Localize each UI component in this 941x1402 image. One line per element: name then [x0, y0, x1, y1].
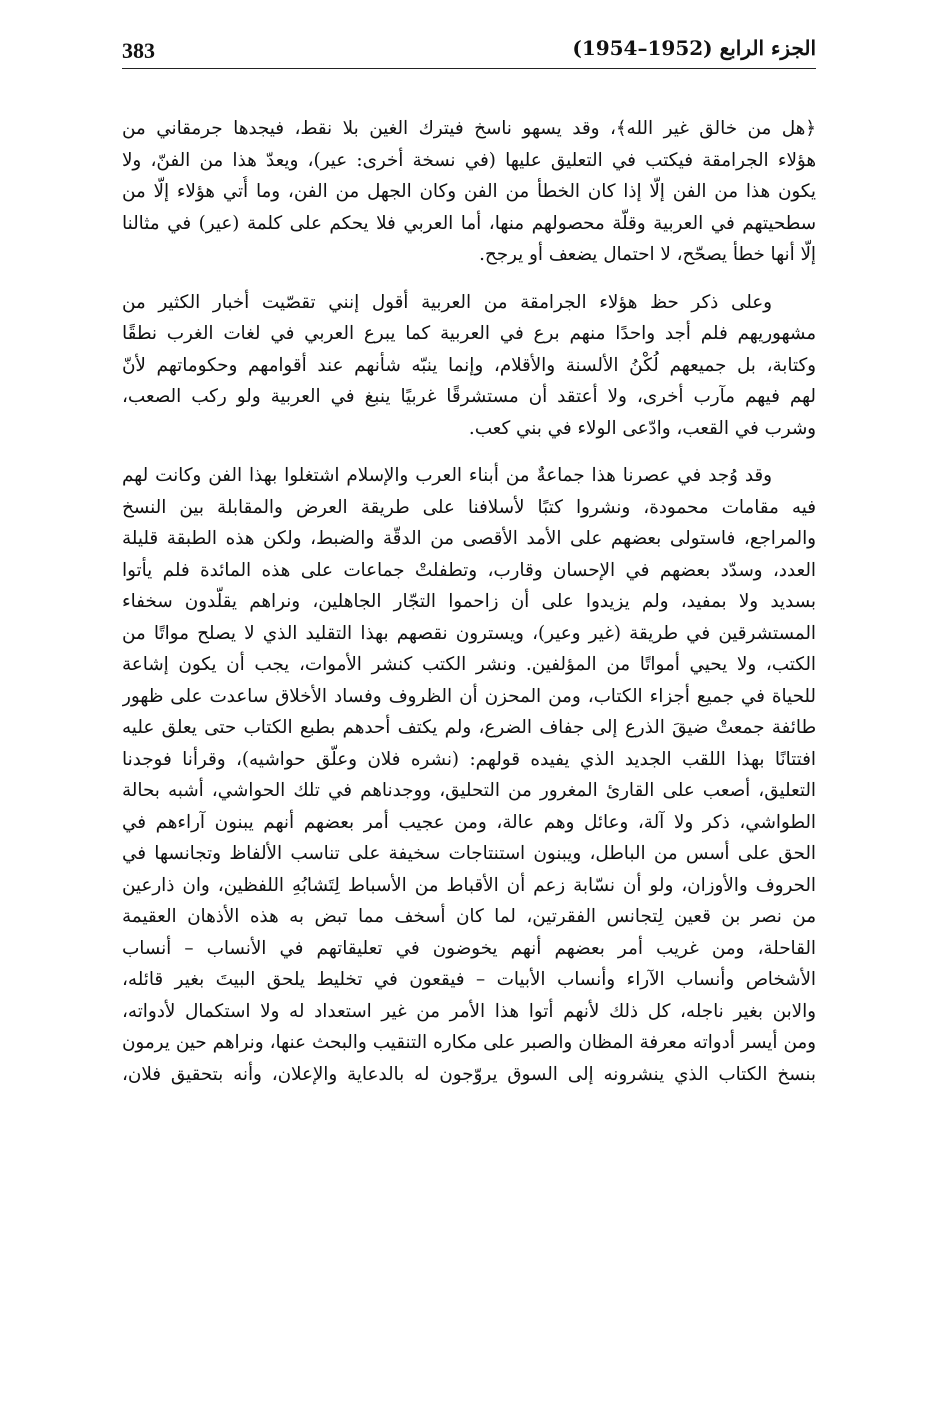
text-line: مشهوريهم فلم أجد واحدًا منهم برع في العربية كما يبرع العربي في لغات الغرب نطقًا: [122, 323, 816, 344]
text-line: الطواشي، ذكر ولا آلة، وعائل وهم عالة، ومن عجيب أمر بعضهم أنهم يبنون آراءهم في: [122, 811, 816, 833]
text-line: ﴿هل من خالق غير الله﴾، وقد يسهو ناسخ فيترك الغين بلا نقط، فيجدها جرمقاني من: [122, 118, 816, 139]
paragraph-3: [122, 460, 816, 1090]
text-line: من نصر بن قعين لِتجانس الفقرتين، لما كان أسخف مما تبض به هذه الأذهان العقيمة: [122, 906, 816, 927]
text-line: بسديد ولا بمفيد، ولم يزيدوا على أن زاحموا التجّار الجاهلين، ونراهم يقلّدون سخفاء: [122, 591, 816, 612]
text-line: القاحلة، ومن غريب أمر بعضهم أنهم يخوضون في تعليقاتهم في الأنساب – أنساب: [122, 937, 816, 959]
paragraph-1: [122, 113, 816, 271]
text-line: إلّا أنها خطأ يصحّح، لا احتمال يضعف أو يرجح.: [479, 244, 816, 265]
text-line: يكون هذا من الفن إلّا إذا كان الخطأ من الفن وكان الجهل من الفن، وما أُتي هؤلاء إلّا من: [122, 181, 816, 202]
text-line: وكتابة، بل جميعهم لُكْنُ الألسنة والأقلام، وإنما ينبّه شأنهم عند أقوامهم وحكوماتهم لأنّ: [122, 354, 816, 376]
body-text: [122, 113, 816, 1090]
text-line: بنسخ الكتاب الذي ينشرونه إلى السوق يروّجون له بالدعاية والإعلان، وأنه بتحقيق فلان،: [122, 1063, 816, 1085]
text-line: للحياة في جميع أجزاء الكتاب، ومن المحزن أن الظروف وفساد الأخلاق ساعدت على ظهور: [122, 685, 816, 707]
text-line: الكتب، ولا يحيي أمواتًا من المؤلفين. ونشر الكتب كنشر الأموات، يجب أن يكون إشاعة: [122, 654, 816, 675]
text-line: التعليق، أصعب على القارئ المغرور من التحليق، ووجدناهم في تلك الحواشي، أشبه بحالة: [122, 780, 816, 801]
text-line: طائفة جمعتْ ضيقَ الذرع إلى جفاف الضرع، ولم يكتف أحدهم بطبع الكتاب حتى يعلق عليه: [122, 717, 816, 738]
text-line: والابن بغير ناجله، كل ذلك لأنهم أتوا هذا الأمر من غير استعداد له ولا استكمال لأدواته،: [122, 1000, 816, 1022]
text-line: الأشخاص وأنساب الآراء وأنساب الأبيات – فيقعون في تخليط يلحق البيتَ بغير قائله،: [122, 969, 816, 990]
page-header: [122, 34, 816, 69]
text-line: ومن أيسر أدواته معرفة المظان والصبر على مكاره التنقيب والبحث عنها، ونراهم حين يرمون: [122, 1032, 816, 1053]
text-line: وعلى ذكر حظ هؤلاء الجرامقة من العربية أقول إنني تقصّيت أخبار الكثير من: [122, 291, 772, 313]
page-number: 383: [122, 38, 155, 63]
text-line: وشرب في القعب، وادّعى الولاء في بني كعب.: [468, 417, 816, 439]
text-line: والمراجع، فاستولى بعضهم على الأمد الأقصى من الدقّة والضبط، ولكن هذه الطبقة قليلة: [122, 528, 816, 549]
text-line: العدد، وسدّد بعضهم في الإحسان وقارب، وتطفلتْ جماعات على هذه المائدة فلم يأتوا: [122, 559, 816, 581]
text-line: وقد وُجد في عصرنا هذا جماعةٌ من أبناء العرب والإسلام اشتغلوا بهذا الفن وكانت لهم: [122, 465, 772, 486]
text-line: سطحيتهم في العربية وقلّة محصولهم منها، أما العربي فلا يحكم على كلمة (عير) في مثالنا: [122, 212, 816, 234]
text-line: الحق على أسس من الباطل، ويبنون استنتاجات سخيفة على تناسب الألفاظ وتجانسها في: [122, 843, 816, 864]
text-line: الحروف والأوزان، ولو أن نسّابة زعم أن الأقباط من الأسباط لِتَشابُهِ اللفظين، وان ذارعين: [122, 874, 816, 896]
running-title: الجزء الرابع (1952–1954): [572, 36, 816, 60]
text-line: هؤلاء الجرامقة فيكتب في التعليق عليها (في نسخة أخرى: عير)، ويعدّ هذا من الفنّ، ولا: [122, 149, 816, 171]
text-line: لهم فيهم مآرب أخرى، ولا أعتقد أن مستشرقًا غربيًا ينبغ في العربية ولو ركب الصعب،: [122, 386, 816, 407]
text-line: فيه مقامات محمودة، ونشروا كتبًا لأسلافنا على طريقة العرض والمقابلة بين النسخ: [122, 496, 816, 518]
text-line: افتتانًا بهذا اللقب الجديد الذي يفيده قولهم: (نشره فلان وعلّق حواشيه)، وقرأنا فوجدنا: [122, 748, 816, 770]
text-line: المستشرقين في طريقة (غير وعير)، ويسترون نقصهم بهذا التقليد الذي لا يصلح مواتًا من: [122, 622, 816, 644]
paragraph-2: [122, 287, 816, 445]
